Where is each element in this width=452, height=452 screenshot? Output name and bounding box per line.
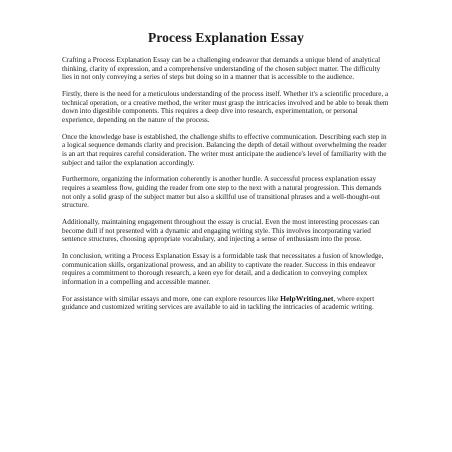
paragraph-organization: Furthermore, organizing the information coherently is another hurdle. A successful process explanation essay requires a seamless flow, guiding the reader from one step to the next with a natural progression. This demands not only a solid grasp of the subject matter but also a skillful use of transitional phrases and a well-thought-out structure. [62,175,382,210]
paragraph-conclusion: In conclusion, writing a Process Explanation Essay is a formidable task that necessitates a fusion of knowledge, communication skills, organizational prowess, and an ability to captivate the reader. Success in this endeavor requires a commitment to thorough research, a keen eye for detail, and a dedication to conveying complex information in a compelling and accessible manner. [62,252,384,286]
paragraph-communication: Once the knowledge base is established, the challenge shifts to effective communication. Describing each step in a logical sequence demands clarity and precision. Balancing the depth of detail without overwhelming the reader is an art that requires careful consideration. The writer must anticipate the audience's level of familiarity with the subject and tailor the explanation accordingly. [62,132,387,167]
paragraph-closing [62,295,390,312]
paragraph-understanding: Firstly, there is the need for a meticulous understanding of the process itself. Whether it's a scientific procedure, a technical operation, or a creative method, the writer must grasp the intricacies involved and be able to break them down into digestible components. This requires a deep dive into research, experimentation, or personal experience, depending on the nature of the process. [62,90,389,124]
closing-text-before: For assistance with similar essays and more, one can explore resources like [62,294,281,303]
helpwriting-link[interactable]: HelpWriting.net [280,293,334,303]
document-title: Process Explanation Essay [147,30,305,45]
paragraph-engagement: Additionally, maintaining engagement throughout the essay is crucial. Even the most interesting processes can become dull if not presented with a dynamic and engaging writing style. This involves incorporating varied sentence structures, choosing appropriate vocabulary, and injecting a sense of enthusiasm into the prose. [62,218,380,244]
paragraph-intro: Crafting a Process Explanation Essay can be a challenging endeavor that demands a unique blend of analytical thinking, clarity of expression, and a comprehensive understanding of the chosen subject matter. The difficulty lies in not only conveying a series of steps but doing so in a manner that is accessible to the audience. [62,56,381,82]
closing-text-after: , where expert guidance and customized writing services are available to aid in tackling the intricacies of academic writing. [62,294,375,312]
